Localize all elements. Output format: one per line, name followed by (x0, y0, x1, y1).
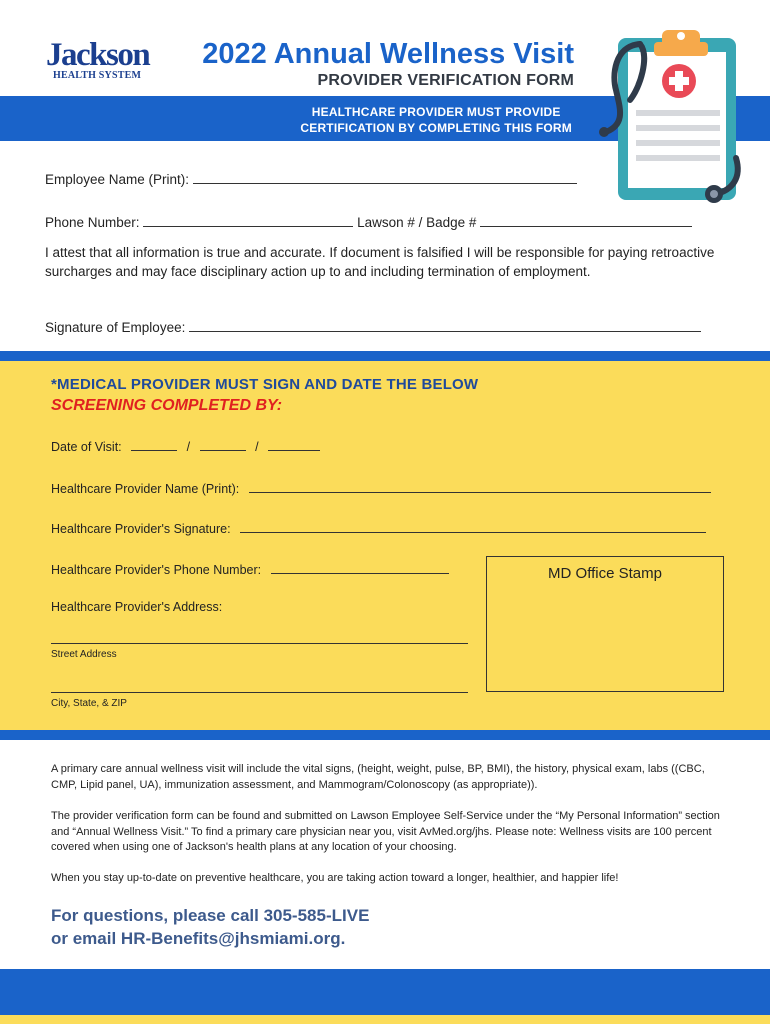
provider-signature-label: Healthcare Provider's Signature: (51, 522, 231, 536)
provider-name-label: Healthcare Provider Name (Print): (51, 482, 240, 496)
provider-phone-field[interactable] (271, 563, 449, 574)
logo-subtitle: HEALTH SYSTEM (53, 70, 142, 81)
badge-field[interactable] (480, 215, 692, 227)
questions-line-1: For questions, please call 305-585-LIVE (51, 906, 370, 925)
jackson-logo (46, 37, 150, 81)
band-line-1: HEALTHCARE PROVIDER MUST PROVIDE (311, 105, 561, 119)
page-subtitle: PROVIDER VERIFICATION FORM (317, 72, 574, 89)
questions-contact (51, 904, 369, 950)
info-paragraph-2: The provider verification form can be found and submitted on Lawson Employee Self-Service under the “My Personal Information” section and “Annual Wellness Visit.” To find a primary care physician near you, visit AvMed.org/jhs. Please note: Wellness visits are 100 percent covered when using one of Jackson's health plans at any location of your choosing. (51, 810, 720, 853)
employee-signature-label: Signature of Employee: (45, 320, 186, 335)
phone-field[interactable] (143, 215, 353, 227)
info-paragraph-1: A primary care annual wellness visit will include the vital signs, (height, weight, pulse, BP, BMI), the history, physical exam, labs ((CBC, CMP, Lipid panel, UA), immunization assessment, and Mammogram/Colonoscopy (as appropriate)). (51, 763, 705, 791)
section-divider-bottom (0, 730, 770, 740)
city-state-zip-field[interactable] (51, 692, 468, 693)
date-label: Date of Visit: (51, 440, 122, 454)
employee-name-label: Employee Name (Print): (45, 172, 190, 187)
employee-signature-field[interactable] (189, 320, 701, 332)
provider-address-label: Healthcare Provider's Address: (51, 600, 223, 614)
date-month-field[interactable] (131, 440, 177, 451)
attestation-text: I attest that all information is true and accurate. If document is falsified I will be responsible for paying retroactive surcharges and may face disciplinary action up to and including termination of employment. (45, 245, 715, 279)
footer-stripe (0, 1015, 770, 1024)
street-address-label: Street Address (51, 649, 117, 660)
info-paragraph-3: When you stay up-to-date on preventive healthcare, you are taking action toward a longer, healthier, and happier life! (51, 872, 619, 884)
employee-name-row (45, 172, 577, 187)
provider-signature-field[interactable] (240, 522, 706, 533)
provider-heading-text: MEDICAL PROVIDER MUST SIGN AND DATE THE BELOW (57, 376, 479, 393)
provider-phone-row (51, 563, 449, 577)
provider-name-row (51, 482, 711, 496)
asterisk: * (51, 376, 58, 393)
md-office-stamp-label: MD Office Stamp (548, 565, 662, 582)
band-line-2: CERTIFICATION BY COMPLETING THIS FORM (300, 121, 572, 135)
date-of-visit-row (51, 440, 320, 454)
street-address-field[interactable] (51, 643, 468, 644)
md-office-stamp-box[interactable] (486, 556, 724, 692)
section-divider-top (0, 351, 770, 361)
date-day-field[interactable] (200, 440, 246, 451)
date-year-field[interactable] (268, 440, 320, 451)
date-separator: / (255, 440, 259, 454)
phone-badge-row (45, 215, 692, 230)
provider-signature-row (51, 522, 706, 536)
screening-completed-heading: SCREENING COMPLETED BY: (51, 397, 283, 414)
date-separator: / (186, 440, 191, 454)
employee-name-field[interactable] (193, 172, 577, 184)
page-title: 2022 Annual Wellness Visit (202, 38, 574, 70)
logo-wordmark: Jackson (46, 37, 150, 73)
footer-band (0, 969, 770, 1015)
employee-signature-row (45, 320, 701, 335)
provider-heading (51, 376, 478, 393)
phone-label: Phone Number: (45, 215, 140, 230)
city-state-zip-label: City, State, & ZIP (51, 698, 127, 709)
badge-label: Lawson # / Badge # (357, 215, 477, 230)
provider-phone-label: Healthcare Provider's Phone Number: (51, 563, 262, 577)
provider-name-field[interactable] (249, 482, 711, 493)
questions-line-2: or email HR-Benefits@jhsmiami.org. (51, 929, 346, 948)
clipboard-stethoscope-icon (596, 28, 746, 214)
header-band-text (300, 104, 572, 136)
